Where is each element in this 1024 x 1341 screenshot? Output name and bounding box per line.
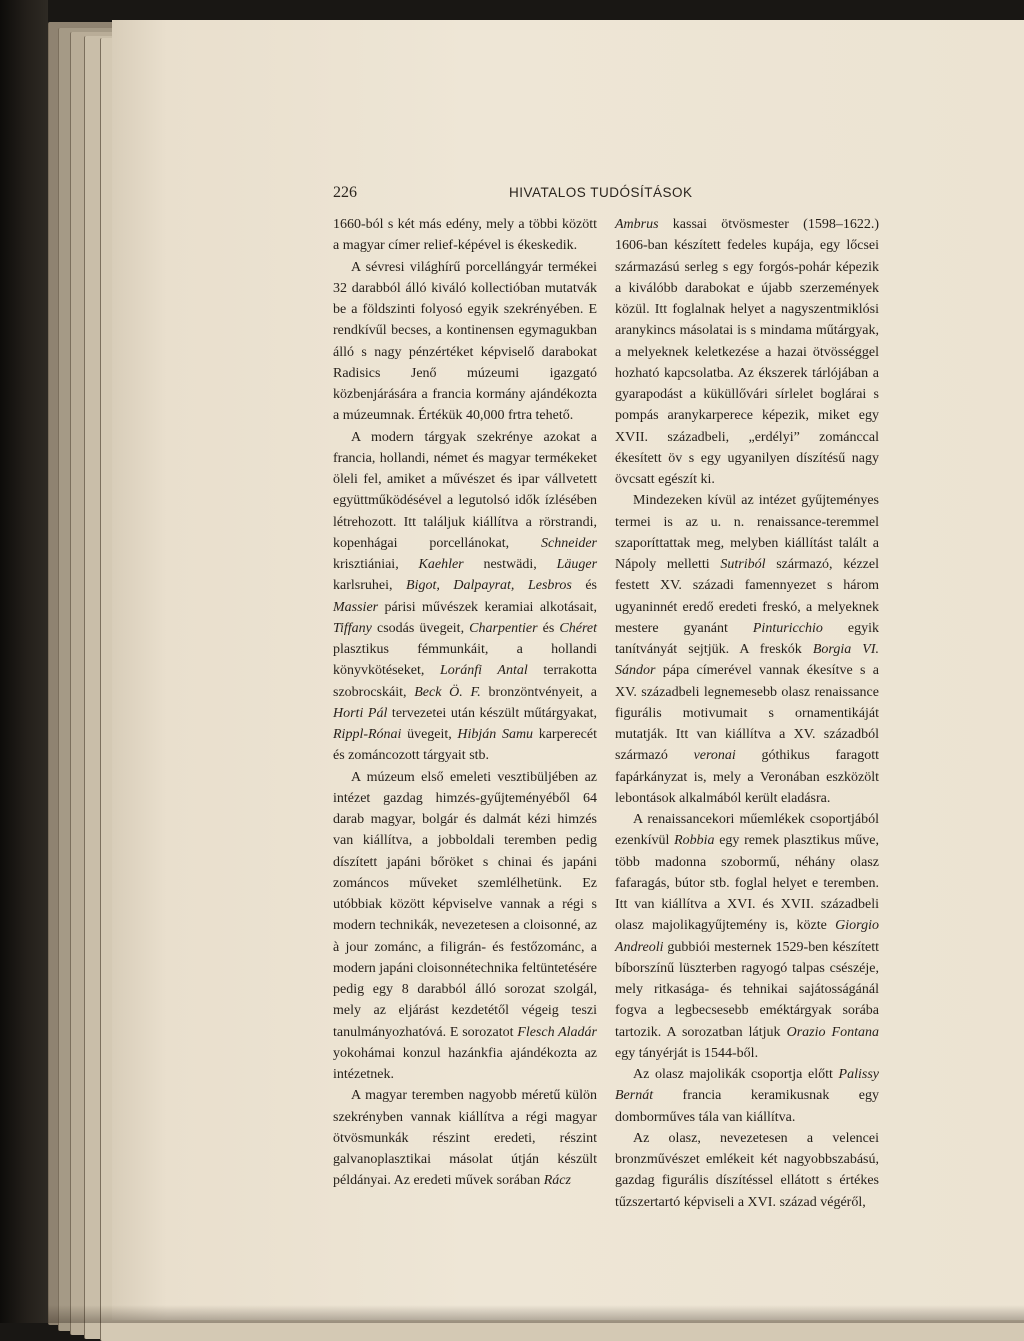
left-text-column bbox=[333, 214, 597, 1192]
paragraph: A modern tárgyak szekrénye azokat a francia, hollandi, német és magyar termékeket öleli fel, amiket a művészet és ipar vállvetett együttműködésével a legutolsó idők ízlésében létrehozott. Itt találjuk kiállítva a rörstrandi, kopenhágai porcellánokat, Schneider krisztiániai, Kaehler nestwädi, Läuger karlsruhei, Bigot, Dalpayrat, Lesbros és Massier párisi művészek keramiai alkotásait, Tiffany csodás üvegeit, Charpentier és Chéret plasztikus fémmunkáit, a hollandi könyvkötéseket, Loránfi Antal terrakotta szobrocskáit, Beck Ö. F. bronzöntvényeit, a Horti Pál tervezetei után készült műtárgyakat, Rippl-Rónai üvegeit, Hibján Samu karperecét és zománcozott tárgyait stb. bbox=[333, 429, 598, 764]
paragraph: A sévresi világhírű porcellángyár termékei 32 darabból álló kiváló kollectióban mutatvák be a földszinti folyosó egyik szekrényében. E rendkívűl becses, a kontinensen egymagukban álló s nagy pénzértéket képviselő darabokat Radisics Jenő múzeumi igazgató közbenjárására a francia kormány ajándékozta a múzeumnak. Értékük 40,000 frtra tehető. bbox=[333, 259, 597, 424]
paragraph: A múzeum első emeleti vesztibüljében az intézet gazdag himzés-gyűjteményéből 64 darab magyar, bolgár és dalmát kézi himzés van kiállítva, a jobboldali teremben pedig díszített japáni bőröket s chinai és japáni zománcos műveket szemlélhetünk. Ez utóbbiak között képviselve vannak a régi s modern technikák, nevezetesen a cloisonné, az à jour zománc, a filigrán- és festőzománc, a modern japáni cloisonnétechnika feltüntetésére pedig egy 8 darabból álló sorozat szolgál, mely az eljárást kezdetétől végeig teszi tanulmányozhatóvá. E sorozatot Flesch Aladár yokohámai konzul hazánkfia ajándékozta az intézetnek. bbox=[333, 769, 597, 1082]
running-header bbox=[333, 184, 893, 208]
page-number: 226 bbox=[333, 184, 357, 201]
paragraph: Ambrus kassai ötvösmester (1598–1622.) 1606-ban készített fedeles kupája, egy lőcsei származású serleg s egy forgós-pohár képezik a kiválóbb darabokat e újabb szerzemények közül. Itt foglalnak helyet a nagyszentmiklósi aranykincs másolatai is s mindama műtárgyak, a melyeknek keletkezése a hazai ötvösséggel hozható kapcsolatba. Az ékszerek tárlójában a gyarapodást a küküllővári sírlelet boglárai s pompás aranykarperece képezik, miket egy XVII. századbeli, „erdélyi” zománccal ékesített öv s egy ugyanilyen díszítésű nagy övcsatt egészít ki. bbox=[615, 217, 879, 487]
page-bottom-shadow bbox=[48, 1305, 1024, 1323]
paragraph: Az olasz majolikák csoportja előtt Palissy Bernát francia keramikusnak egy domborműves tála van kiállítva. bbox=[615, 1067, 879, 1125]
paragraph: A renaissancekori műemlékek csoportjából ezenkívül Robbia egy remek plasztikus műve, több madonna szobormű, néhány olasz fafaragás, bútor stb. foglal helyet e teremben. Itt van kiállítva a XVI. és XVII. századbeli olasz majolikagyűjtemény is, közte Giorgio Andreoli gubbiói mesternek 1529-ben készített bíborszínű lüszterben ragyogó talpas csészéje, mely ritkasága- és tehnikai sajátosságánál fogva a legbecsesebb eméktárgyak sorába tartozik. A sorozatban látjuk Orazio Fontana egy tányérját is 1544-ből. bbox=[615, 812, 879, 1061]
paragraph: Mindezeken kívül az intézet gyűjteményes termei is az u. n. renaissance-teremmel szaporíttattak meg, melyben kiállítást talált a Nápoly melletti Sutriból származó, kézzel festett XV. századi famennyezet s három ugyaninnét eredő eredeti freskó, a melyeknek mestere gyanánt Pinturicchio egyik tanítványát sejtjük. A freskók Borgia VI. Sándor pápa címerével vannak ékesítve s a XV. századbeli legnemesebb olasz renaissance figurális motivumait s ornamentikáját mutatják. Itt van kiállítva a XV. századból származó veronai góthikus faragott fapárkányzat is, mely a Veronában eszközölt lebontások alkalmából került eladásra. bbox=[615, 493, 880, 806]
paragraph: Az olasz, nevezetesen a velencei bronzművészet emlékeit két nagyobbszabású, gazdag figurális díszítéssel ellátott s értékes tűzszertartó képviseli a XVI. század végéről, bbox=[615, 1130, 879, 1210]
book-spine-shadow bbox=[0, 0, 48, 1323]
paragraph: A magyar teremben nagyobb méretű külön szekrényben vannak kiállítva a régi magyar ötvösmunkák részint eredeti, részint galvanoplasztikai másolat útján készült példányai. Az eredeti művek sorában Rácz bbox=[333, 1088, 597, 1189]
running-header-title: HIVATALOS TUDÓSÍTÁSOK bbox=[509, 185, 693, 200]
right-text-column bbox=[615, 214, 879, 1213]
paragraph: 1660-ból s két más edény, mely a többi között a magyar címer relief-képével is ékeskedik. bbox=[333, 217, 597, 254]
